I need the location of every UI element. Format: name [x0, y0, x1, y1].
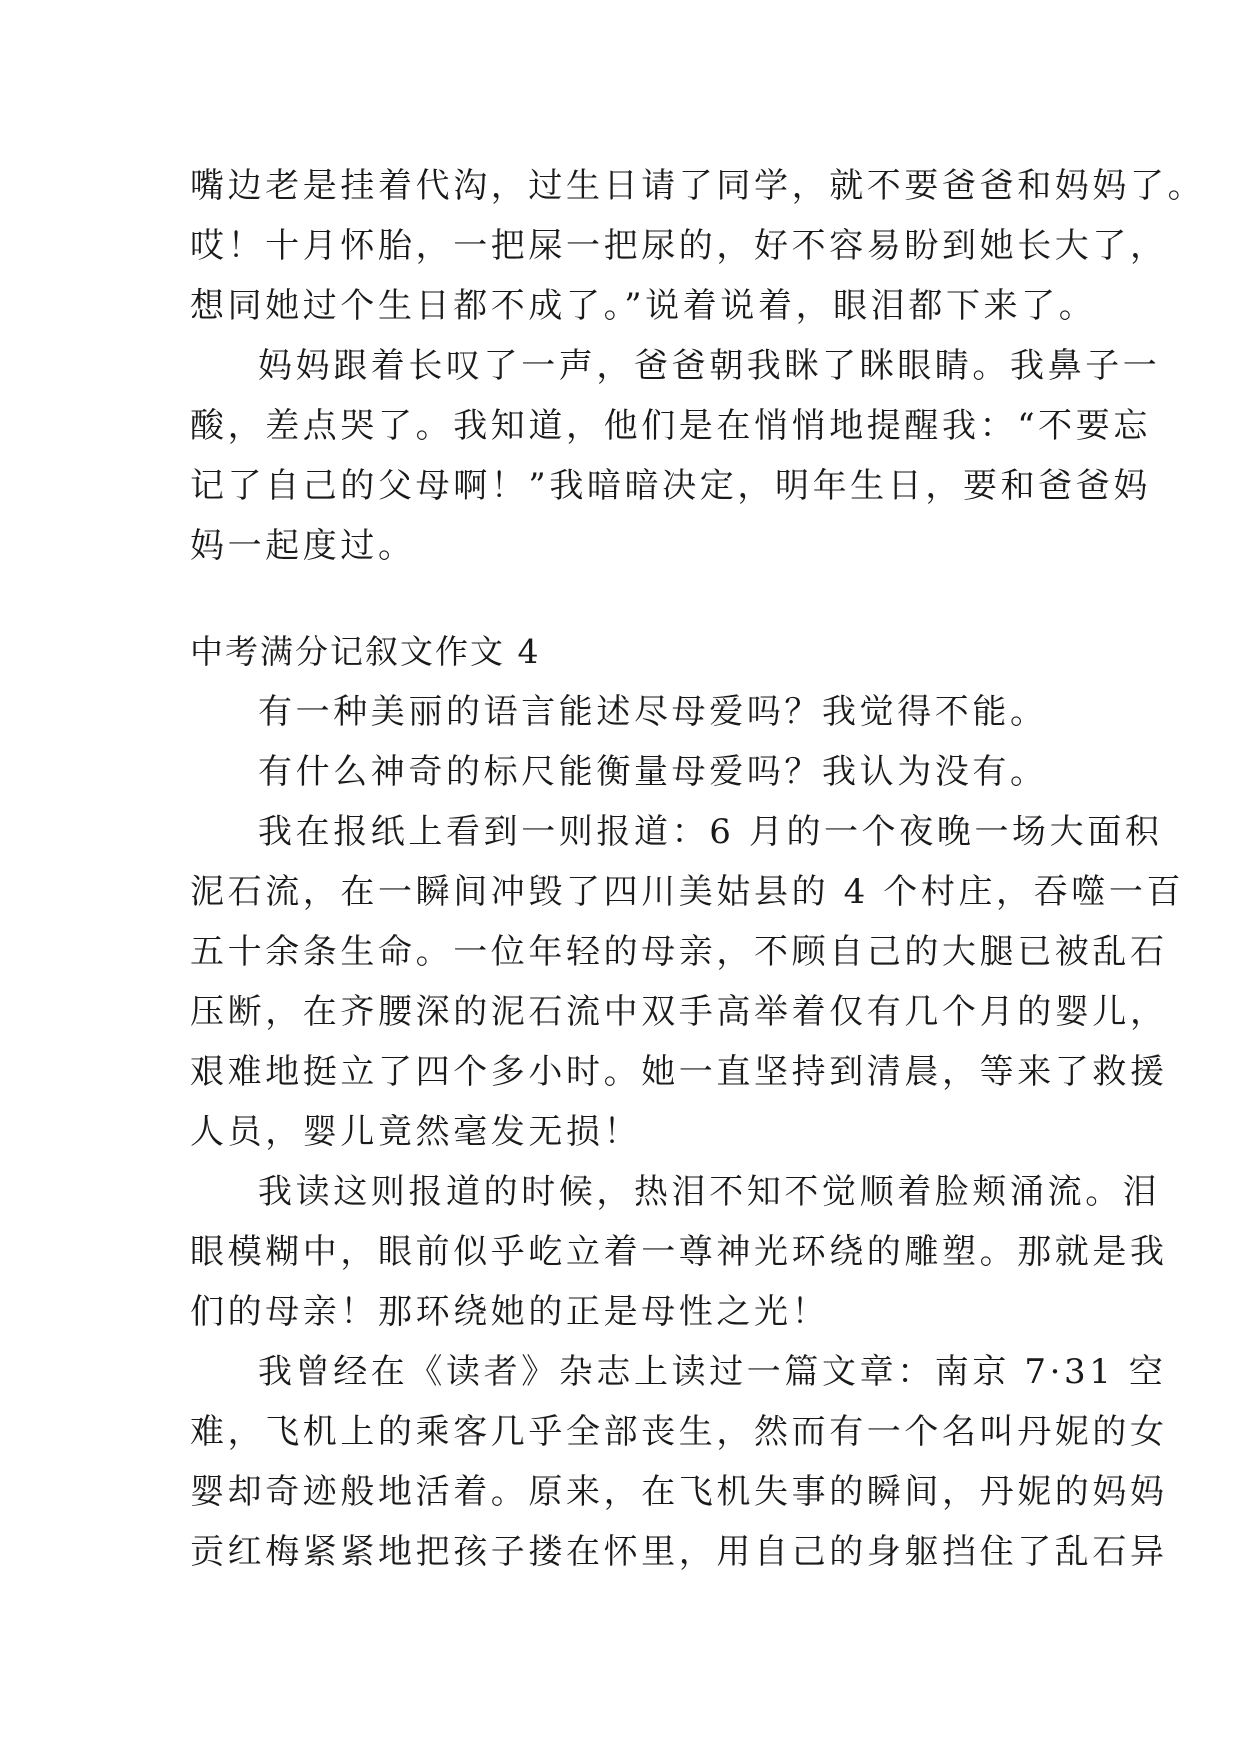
text-line: 人员，婴儿竟然毫发无损！ — [190, 1112, 642, 1152]
text-line: 们的母亲！那环绕她的正是母性之光！ — [190, 1292, 830, 1332]
text-line: 贡红梅紧紧地把孩子搂在怀里，用自己的身躯挡住了乱石异 — [190, 1532, 1168, 1572]
text-line: 我在报纸上看到一则报道：6 月的一个夜晚一场大面积 — [258, 812, 1163, 852]
text-line: 有一种美丽的语言能述尽母爱吗？我觉得不能。 — [258, 692, 1048, 732]
text-line: 嘴边老是挂着代沟，过生日请了同学，就不要爸爸和妈妈了。 — [190, 166, 1206, 206]
text-line: 哎！十月怀胎，一把屎一把尿的，好不容易盼到她长大了， — [190, 226, 1168, 266]
text-line: 婴却奇迹般地活着。原来，在飞机失事的瞬间，丹妮的妈妈 — [190, 1472, 1168, 1512]
text-line: 艰难地挺立了四个多小时。她一直坚持到清晨，等来了救援 — [190, 1052, 1168, 1092]
text-line: 妈一起度过。 — [190, 526, 416, 566]
text-line: 我读这则报道的时候，热泪不知不觉顺着脸颊涌流。泪 — [258, 1172, 1161, 1212]
text-line: 妈妈跟着长叹了一声，爸爸朝我眯了眯眼睛。我鼻子一 — [258, 346, 1161, 386]
text-line: 难，飞机上的乘客几乎全部丧生，然而有一个名叫丹妮的女 — [190, 1412, 1168, 1452]
text-line: 眼模糊中，眼前似乎屹立着一尊神光环绕的雕塑。那就是我 — [190, 1232, 1168, 1272]
text-line: 记了自己的父母啊！”我暗暗决定，明年生日，要和爸爸妈 — [190, 466, 1151, 506]
text-line: 我曾经在《读者》杂志上读过一篇文章：南京 7·31 空 — [258, 1352, 1167, 1392]
section-heading: 中考满分记叙文作文 4 — [190, 632, 541, 671]
text-line: 泥石流，在一瞬间冲毁了四川美姑县的 4 个村庄，吞噬一百 — [190, 872, 1185, 912]
text-line: 酸，差点哭了。我知道，他们是在悄悄地提醒我：“不要忘 — [190, 406, 1151, 446]
text-line: 想同她过个生日都不成了。”说着说着，眼泪都下来了。 — [190, 286, 1097, 326]
text-line: 压断，在齐腰深的泥石流中双手高举着仅有几个月的婴儿， — [190, 992, 1168, 1032]
text-line: 五十余条生命。一位年轻的母亲，不顾自己的大腿已被乱石 — [190, 932, 1168, 972]
text-line: 有什么神奇的标尺能衡量母爱吗？我认为没有。 — [258, 752, 1048, 792]
